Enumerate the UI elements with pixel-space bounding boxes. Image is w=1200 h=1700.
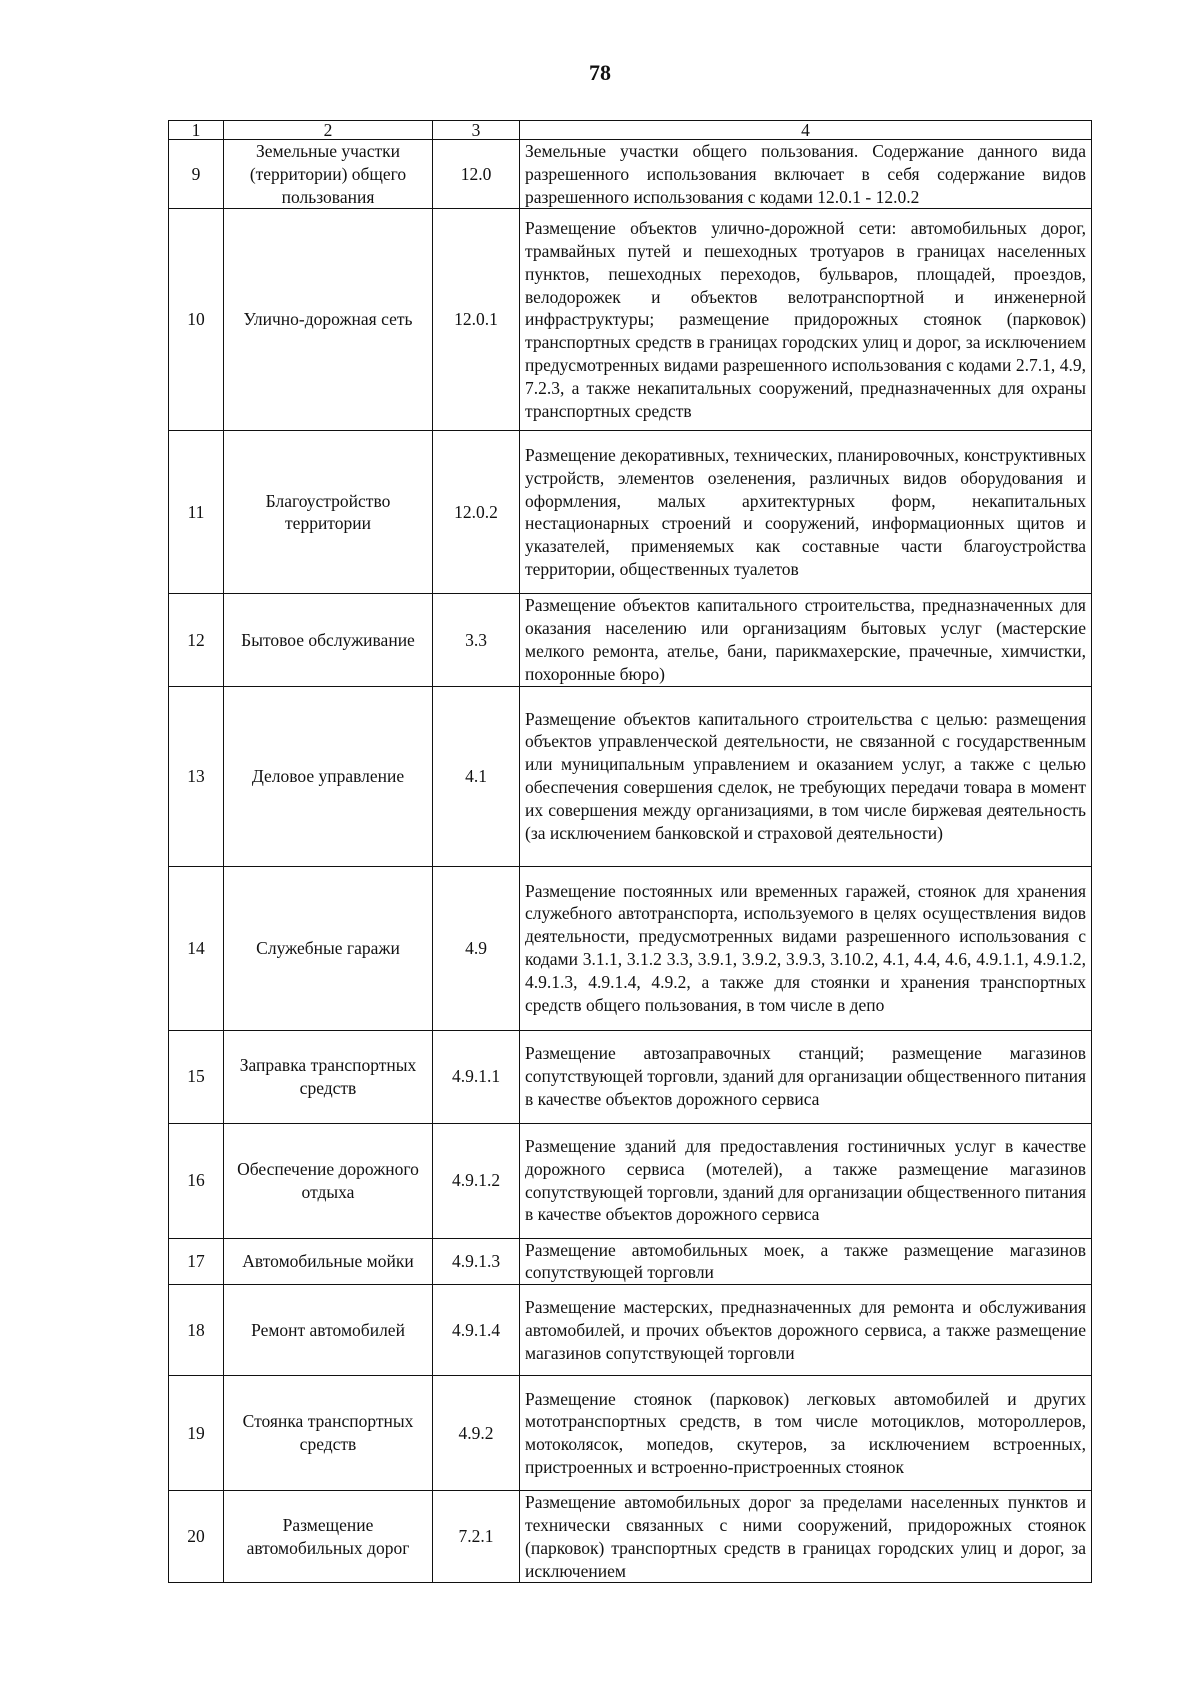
use-type-code: 4.9.1.1 xyxy=(433,1030,520,1123)
header-col-2: 2 xyxy=(224,121,433,140)
row-number: 10 xyxy=(169,209,224,431)
use-type-description: Размещение автозаправочных станций; размещение магазинов сопутствующей торговли, зданий для организации общественного питания в качестве объектов дорожного сервиса xyxy=(520,1030,1092,1123)
table-header-row xyxy=(169,121,1092,140)
row-number: 11 xyxy=(169,431,224,594)
use-type-code: 4.9.1.3 xyxy=(433,1238,520,1285)
row-number: 17 xyxy=(169,1238,224,1285)
row-number: 12 xyxy=(169,594,224,686)
use-type-description: Размещение стоянок (парковок) легковых автомобилей и других мототранспортных средств, в том числе мотоциклов, мотороллеров, мотоколясок, мопедов, скутеров, за исключением встроенных, пристроенных и встроенно-пристроенных стоянок xyxy=(520,1376,1092,1491)
use-type-name: Заправка транспортных средств xyxy=(224,1030,433,1123)
use-type-name: Улично-дорожная сеть xyxy=(224,209,433,431)
use-type-description: Размещение постоянных или временных гаражей, стоянок для хранения служебного автотранспорта, используемого в целях осуществления видов деятельности, предусмотренных видами разрешенного использования с кодами 3.1.1, 3.1.2 3.3, 3.9.1, 3.9.2, 3.9.3, 3.10.2, 4.1, 4.4, 4.6, 4.9.1.1, 4.9.1.2, 4.9.1.3, 4.9.1.4, 4.9.2, а также для стоянки и хранения транспортных средств общего пользования, в том числе в депо xyxy=(520,866,1092,1030)
table-row xyxy=(169,209,1092,431)
use-type-name: Служебные гаражи xyxy=(224,866,433,1030)
table-row xyxy=(169,431,1092,594)
use-type-code: 12.0.1 xyxy=(433,209,520,431)
use-type-name: Благоустройство территории xyxy=(224,431,433,594)
land-use-table xyxy=(168,120,1092,1583)
use-type-code: 7.2.1 xyxy=(433,1491,520,1583)
row-number: 16 xyxy=(169,1123,224,1238)
row-number: 18 xyxy=(169,1285,224,1376)
use-type-code: 4.9.2 xyxy=(433,1376,520,1491)
table-row xyxy=(169,686,1092,866)
header-col-1: 1 xyxy=(169,121,224,140)
use-type-name: Деловое управление xyxy=(224,686,433,866)
use-type-name: Обеспечение дорожного отдыха xyxy=(224,1123,433,1238)
table-row xyxy=(169,1376,1092,1491)
use-type-description: Размещение зданий для предоставления гостиничных услуг в качестве дорожного сервиса (мотелей), а также размещение магазинов сопутствующей торговли, зданий для организации общественного питания в качестве объектов дорожного сервиса xyxy=(520,1123,1092,1238)
table-row xyxy=(169,1123,1092,1238)
table-row xyxy=(169,594,1092,686)
header-col-4: 4 xyxy=(520,121,1092,140)
row-number: 19 xyxy=(169,1376,224,1491)
use-type-description: Размещение декоративных, технических, планировочных, конструктивных устройств, элементов озеленения, различных видов оборудования и оформления, малых архитектурных форм, некапитальных нестационарных строений и сооружений, информационных щитов и указателей, применяемых как составные части благоустройства территории, общественных туалетов xyxy=(520,431,1092,594)
table-row xyxy=(169,866,1092,1030)
use-type-description: Размещение объектов улично-дорожной сети: автомобильных дорог, трамвайных путей и пешеходных тротуаров в границах населенных пунктов, пешеходных переходов, бульваров, площадей, проездов, велодорожек и объектов велотранспортной и инженерной инфраструктуры; размещение придорожных стоянок (парковок) транспортных средств в границах городских улиц и дорог, за исключением предусмотренных видами разрешенного использования с кодами 2.7.1, 4.9, 7.2.3, а также некапитальных сооружений, предназначенных для охраны транспортных средств xyxy=(520,209,1092,431)
use-type-code: 12.0 xyxy=(433,140,520,209)
row-number: 15 xyxy=(169,1030,224,1123)
table-row xyxy=(169,1285,1092,1376)
header-col-3: 3 xyxy=(433,121,520,140)
row-number: 20 xyxy=(169,1491,224,1583)
use-type-code: 4.1 xyxy=(433,686,520,866)
use-type-name: Размещение автомобильных дорог xyxy=(224,1491,433,1583)
row-number: 9 xyxy=(169,140,224,209)
use-type-description: Размещение объектов капитального строительства, предназначенных для оказания населению или организациям бытовых услуг (мастерские мелкого ремонта, ателье, бани, парикмахерские, прачечные, химчистки, похоронные бюро) xyxy=(520,594,1092,686)
use-type-description: Размещение мастерских, предназначенных для ремонта и обслуживания автомобилей, и прочих объектов дорожного сервиса, а также размещение магазинов сопутствующей торговли xyxy=(520,1285,1092,1376)
use-type-name: Автомобильные мойки xyxy=(224,1238,433,1285)
table-row xyxy=(169,1238,1092,1285)
use-type-description: Размещение автомобильных моек, а также размещение магазинов сопутствующей торговли xyxy=(520,1238,1092,1285)
use-type-description: Размещение автомобильных дорог за пределами населенных пунктов и технически связанных с ними сооружений, придорожных стоянок (парковок) транспортных средств в границах городских улиц и дорог, за исключением xyxy=(520,1491,1092,1583)
use-type-code: 4.9.1.4 xyxy=(433,1285,520,1376)
use-type-code: 4.9.1.2 xyxy=(433,1123,520,1238)
use-type-name: Ремонт автомобилей xyxy=(224,1285,433,1376)
row-number: 14 xyxy=(169,866,224,1030)
use-type-code: 3.3 xyxy=(433,594,520,686)
table-row xyxy=(169,1030,1092,1123)
page-number: 78 xyxy=(589,60,611,85)
table-row xyxy=(169,1491,1092,1583)
row-number: 13 xyxy=(169,686,224,866)
use-type-name: Бытовое обслуживание xyxy=(224,594,433,686)
use-type-code: 4.9 xyxy=(433,866,520,1030)
use-type-code: 12.0.2 xyxy=(433,431,520,594)
use-type-description: Земельные участки общего пользования. Содержание данного вида разрешенного использования включает в себя содержание видов разрешенного использования с кодами 12.0.1 - 12.0.2 xyxy=(520,140,1092,209)
table-row xyxy=(169,140,1092,209)
use-type-name: Земельные участки (территории) общего пользования xyxy=(224,140,433,209)
use-type-name: Стоянка транспортных средств xyxy=(224,1376,433,1491)
use-type-description: Размещение объектов капитального строительства с целью: размещения объектов управленческой деятельности, не связанной с государственным или муниципальным управлением и оказанием услуг, а также с целью обеспечения совершения сделок, не требующих передачи товара в момент их совершения между организациями, в том числе биржевая деятельность (за исключением банковской и страховой деятельности) xyxy=(520,686,1092,866)
